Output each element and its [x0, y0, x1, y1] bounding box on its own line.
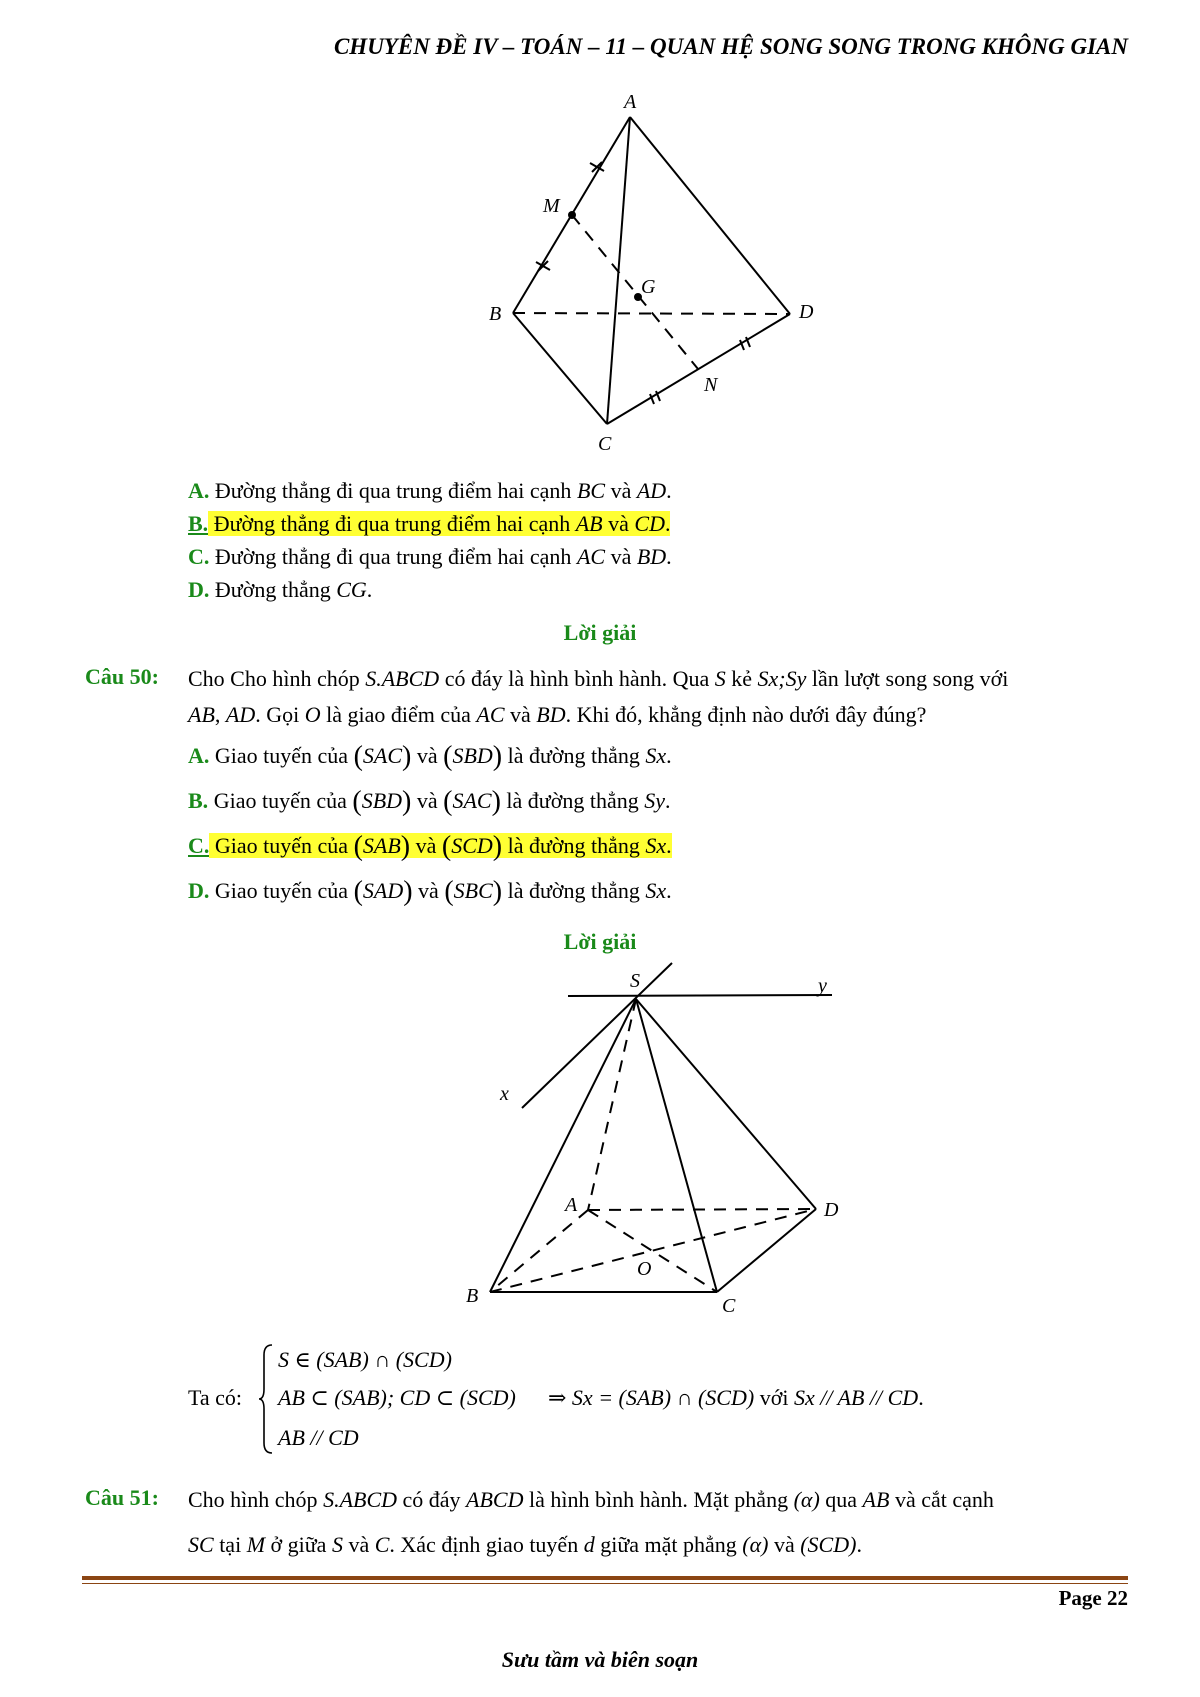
option-letter: D. [188, 878, 210, 903]
system-brace [258, 1343, 274, 1455]
label-y: y [818, 975, 827, 997]
footer-rule-thin [82, 1583, 1128, 1584]
page-number: Page 22 [1058, 1586, 1128, 1610]
system-line-1: S ∈ (SAB) ∩ (SCD) [278, 1347, 452, 1372]
label-x: x [500, 1083, 509, 1105]
label-m: M [543, 195, 560, 217]
edge-ad-hidden [588, 1209, 816, 1210]
correct-answer-highlight: Đường thẳng đi qua trung điểm hai cạnh AB và CD. [208, 511, 671, 536]
label-d: D [799, 301, 814, 323]
edge-bc [513, 313, 607, 424]
pyramid-figure [460, 955, 860, 1315]
solution-intro: Ta có: [188, 1385, 243, 1410]
q49-solution-label: Lời giải [563, 620, 637, 645]
q49-option-b-correct[interactable] [188, 509, 670, 539]
q51-text-line1: Cho hình chóp S.ABCD có đáy ABCD là hình bình hành. Mặt phẳng (α) qua AB và cắt cạnh [188, 1487, 994, 1512]
label-a: A [624, 91, 637, 113]
edge-sa-hidden [588, 999, 636, 1210]
edge-sb [490, 999, 636, 1292]
option-letter: C. [188, 544, 210, 569]
label-b: B [466, 1285, 479, 1307]
page-header: CHUYÊN ĐỀ IV – TOÁN – 11 – QUAN HỆ SONG SONG TRONG KHÔNG GIAN [333, 34, 1128, 59]
segment-mn [572, 215, 698, 369]
q50-option-b[interactable]: B. Giao tuyến của (SBD) và (SAC) là đường thẳng Sy. [188, 786, 671, 817]
q49-option-d[interactable]: D. Đường thẳng CG. [188, 577, 373, 602]
label-n: N [704, 374, 718, 396]
option-letter: D. [188, 577, 210, 602]
label-s: S [630, 970, 640, 992]
option-letter: A. [188, 478, 210, 503]
q50-text-line2: AB, AD. Gọi O là giao điểm của AC và BD. Khi đó, khẳng định nào dưới đây đúng? [188, 702, 927, 727]
q50-option-d[interactable]: D. Giao tuyến của (SAD) và (SBC) là đường thẳng Sx. [188, 876, 672, 907]
edge-sd [636, 999, 816, 1209]
line-sx [522, 963, 672, 1108]
q50-option-a[interactable]: A. Giao tuyến của (SAC) và (SBD) là đường thẳng Sx. [188, 741, 672, 772]
correct-answer-highlight: Giao tuyến của (SAB) và (SCD) là đường thẳng Sx. [209, 831, 672, 862]
label-b: B [489, 303, 502, 325]
q50-solution-label: Lời giải [563, 929, 637, 954]
system-line-3: AB // CD [278, 1425, 359, 1450]
label-c: C [598, 433, 612, 455]
footer-credit: Sưu tầm và biên soạn [501, 1647, 699, 1672]
q50-text-line1: Cho Cho hình chóp S.ABCD có đáy là hình bình hành. Qua S kẻ Sx;Sy lần lượt song song với [188, 666, 1009, 691]
q49-option-c[interactable]: C. Đường thẳng đi qua trung điểm hai cạnh AC và BD. [188, 544, 672, 569]
label-d: D [824, 1199, 839, 1221]
label-g: G [641, 276, 656, 298]
q49-option-a[interactable]: A. Đường thẳng đi qua trung điểm hai cạnh BC và AD. [188, 478, 672, 503]
label-o: O [637, 1258, 652, 1280]
option-letter: B. [188, 788, 209, 813]
edge-cd [607, 314, 790, 424]
option-letter: A. [188, 743, 210, 768]
option-letter: C. [188, 833, 210, 858]
line-sy [568, 995, 832, 996]
solution-result: ⇒ Sx = (SAB) ∩ (SCD) với Sx // AB // CD. [548, 1385, 924, 1410]
q51-label: Câu 51: [85, 1485, 159, 1510]
label-a: A [565, 1194, 578, 1216]
system-line-2: AB ⊂ (SAB); CD ⊂ (SCD) [278, 1385, 516, 1410]
option-letter: B. [188, 511, 209, 536]
label-c: C [722, 1295, 736, 1315]
point-m [568, 211, 576, 219]
q50-label: Câu 50: [85, 664, 159, 689]
q50-option-c-correct[interactable] [188, 831, 672, 862]
q51-text-line2: SC tại M ở giữa S và C. Xác định giao tuyến d giữa mặt phẳng (α) và (SCD). [188, 1532, 862, 1557]
edge-cd [717, 1209, 816, 1292]
tetrahedron-figure [470, 90, 820, 460]
footer-rule-thick [82, 1576, 1128, 1580]
